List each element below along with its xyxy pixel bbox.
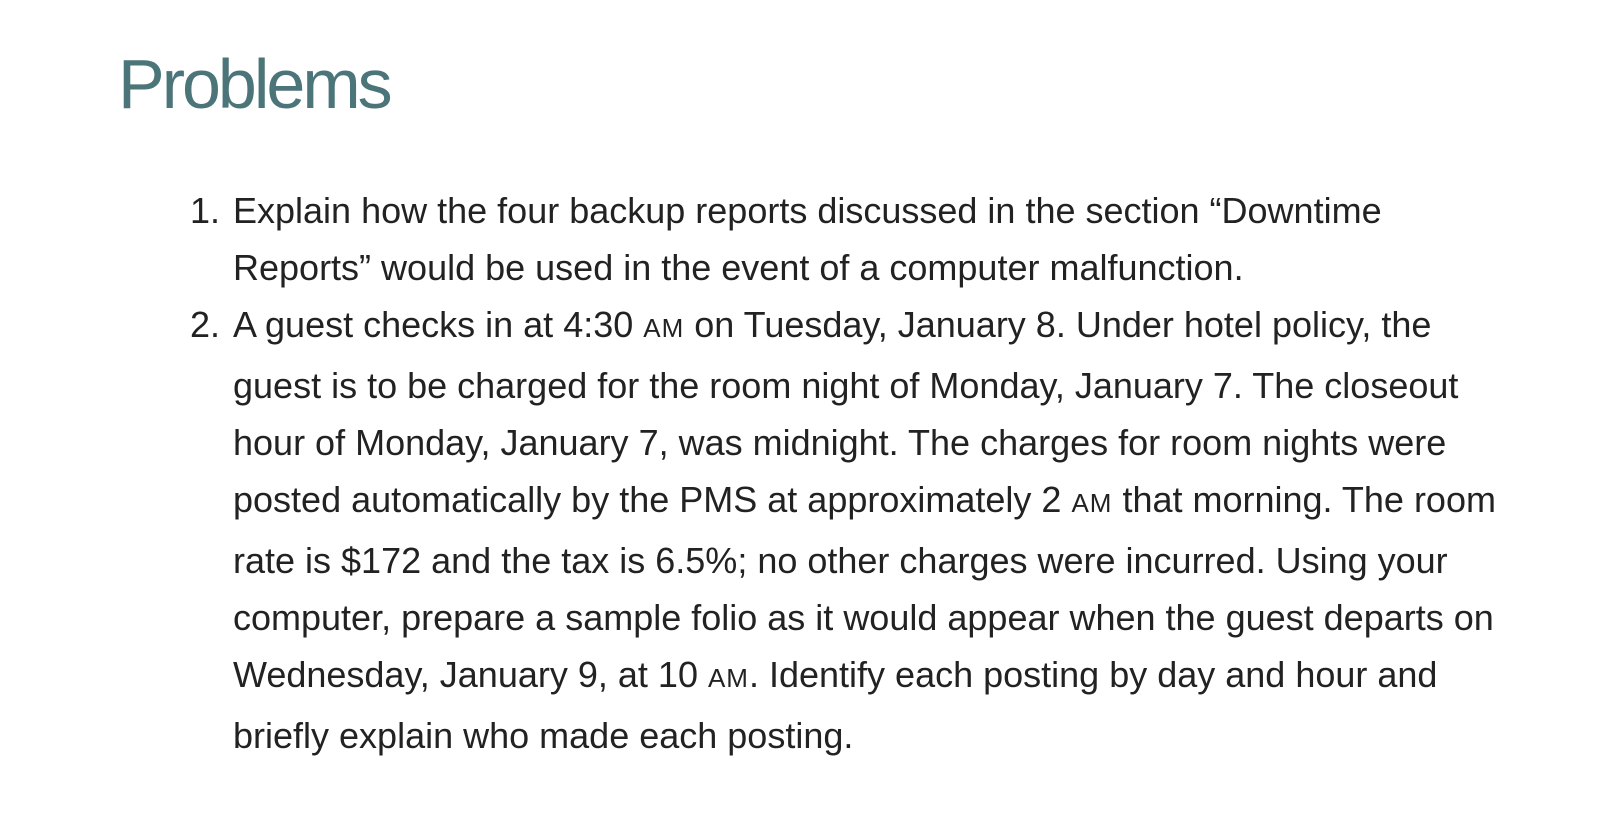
- problem-list: [0, 182, 1614, 764]
- problem-text-segment: that morning. The room rate is $172 and the tax is 6.5%; no other charges were incurred. Using your computer, prepare a sample folio as it would appear when the guest departs on Wednesday, January 9, at 10: [233, 479, 1496, 695]
- problem-text-segment: A guest checks in at 4:30: [233, 304, 644, 345]
- problem-item-1: [0, 182, 1503, 296]
- problem-text: [233, 182, 1503, 296]
- time-abbreviation: AM: [643, 313, 685, 343]
- time-abbreviation: AM: [1071, 488, 1113, 518]
- time-abbreviation: AM: [707, 663, 749, 693]
- problem-text-segment: . Identify each posting by day and hour and briefly explain who made each posting.: [233, 654, 1438, 756]
- problem-text: [233, 296, 1503, 764]
- problem-item-2: [0, 296, 1503, 764]
- problem-number: 1.: [190, 190, 221, 231]
- section-title: Problems: [118, 45, 390, 123]
- problem-number: 2.: [190, 304, 221, 345]
- problem-text-segment: on Tuesday, January 8. Under hotel policy, the guest is to be charged for the room night of Monday, January 7. The closeout hour of Monday, January 7, was midnight. The charges for room nights were posted automatically by the PMS at approximately 2: [233, 304, 1459, 520]
- problem-text-segment: Explain how the four backup reports discussed in the section “Downtime Reports” would be used in the event of a computer malfunction.: [233, 190, 1382, 288]
